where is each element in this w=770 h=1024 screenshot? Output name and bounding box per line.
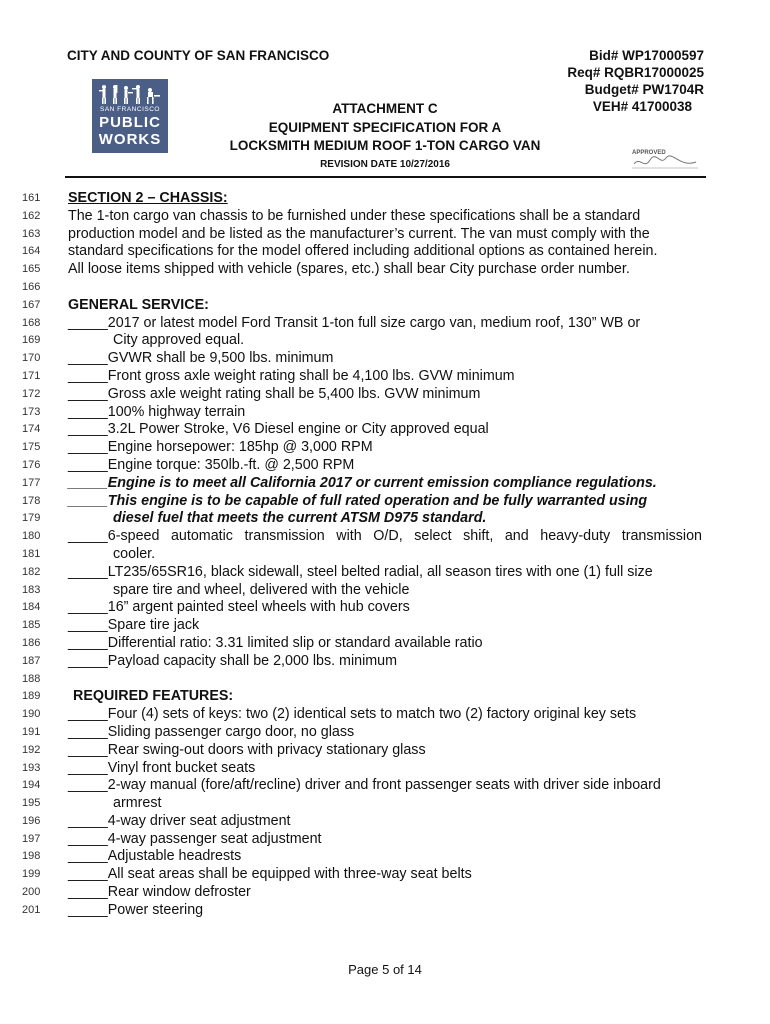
line-166 <box>0 279 770 297</box>
checklist-item: _____Adjustable headrests <box>68 848 242 865</box>
line-number: 188 <box>22 672 41 685</box>
line-number: 191 <box>22 725 41 738</box>
public-works-logo <box>92 79 168 153</box>
line-193 <box>0 760 770 778</box>
line-170 <box>0 350 770 368</box>
checklist-item: _____Engine horsepower: 185hp @ 3,000 RPM <box>68 439 373 456</box>
line-number: 185 <box>22 619 41 632</box>
checklist-item: _____Front gross axle weight rating shall be 4,100 lbs. GVW minimum <box>68 367 515 384</box>
line-194 <box>0 777 770 795</box>
line-number: 187 <box>22 654 41 667</box>
line-number: 192 <box>22 743 41 756</box>
line-number: 161 <box>22 192 41 204</box>
spec-lines <box>0 190 770 920</box>
line-186 <box>0 635 770 653</box>
bid-number: Bid# WP17000597 <box>589 48 704 63</box>
line-179 <box>0 510 770 528</box>
line-161 <box>0 190 770 208</box>
line-172 <box>0 386 770 404</box>
line-183 <box>0 582 770 600</box>
line-number: 195 <box>22 797 41 810</box>
checklist-item: _____Rear window defroster <box>68 884 251 901</box>
attachment-title: ATTACHMENT C <box>332 101 438 116</box>
checklist-item: _____GVWR shall be 9,500 lbs. minimum <box>68 350 334 367</box>
line-number: 166 <box>22 280 41 293</box>
checklist-item: _____4-way driver seat adjustment <box>68 812 291 829</box>
line-169 <box>0 332 770 350</box>
spec-title-line1: EQUIPMENT SPECIFICATION FOR A <box>268 120 502 135</box>
line-number: 193 <box>22 761 41 774</box>
revision-date: REVISION DATE 10/27/2016 <box>320 159 450 170</box>
line-173 <box>0 404 770 422</box>
budget-number: Budget# PW1704R <box>584 82 704 97</box>
line-197 <box>0 831 770 849</box>
checklist-item: _____Engine is to meet all California 2017 or current emission compliance regulations. <box>68 474 657 491</box>
line-number: 168 <box>22 316 41 329</box>
line-number: 186 <box>22 636 41 649</box>
checklist-item: _____4-way passenger seat adjustment <box>68 830 322 847</box>
checklist-item: _____Gross axle weight rating shall be 5,400 lbs. GVW minimum <box>68 385 481 402</box>
section-heading: SECTION 2 – CHASSIS: <box>68 190 228 206</box>
line-number: 167 <box>22 298 41 311</box>
line-number: 169 <box>22 334 41 347</box>
checklist-item: _____LT235/65SR16, black sidewall, steel belted radial, all season tires with one (1) full size <box>68 563 653 580</box>
checklist-item: _____Vinyl front bucket seats <box>68 759 256 776</box>
line-201 <box>0 902 770 920</box>
line-number: 201 <box>22 903 41 916</box>
line-198 <box>0 848 770 866</box>
line-number: 176 <box>22 458 41 471</box>
line-text: production model and be listed as the manufacturer’s current. The van must comply with the <box>68 225 650 242</box>
checklist-item: _____2-way manual (fore/aft/recline) driver and front passenger seats with driver side inboard <box>68 777 661 794</box>
line-162 <box>0 208 770 226</box>
line-number: 170 <box>22 352 41 365</box>
line-number: 189 <box>22 690 41 703</box>
line-number: 162 <box>22 209 41 222</box>
line-168 <box>0 315 770 333</box>
line-167 <box>0 297 770 315</box>
line-text: standard specifications for the model offered including additional options as contained herein. <box>68 243 658 260</box>
line-185 <box>0 617 770 635</box>
line-number: 181 <box>22 547 41 560</box>
line-number: 198 <box>22 850 41 863</box>
line-number: 183 <box>22 583 41 596</box>
line-190 <box>0 706 770 724</box>
line-178 <box>0 493 770 511</box>
line-number: 174 <box>22 423 41 436</box>
line-163 <box>0 226 770 244</box>
line-192 <box>0 742 770 760</box>
veh-number: VEH# 41700038 <box>592 99 692 114</box>
line-number: 200 <box>22 886 41 899</box>
line-text: The 1-ton cargo van chassis to be furnished under these specifications shall be a standard <box>68 207 641 224</box>
checklist-item: _____16” argent painted steel wheels with hub covers <box>68 599 410 616</box>
line-196 <box>0 813 770 831</box>
checklist-item: _____3.2L Power Stroke, V6 Diesel engine or City approved equal <box>68 421 489 438</box>
line-text: cooler. <box>113 545 156 562</box>
line-number: 184 <box>22 601 41 614</box>
logo-line-works: WORKS <box>98 131 162 148</box>
line-number: 182 <box>22 565 41 578</box>
line-number: 180 <box>22 530 41 543</box>
line-184 <box>0 599 770 617</box>
line-199 <box>0 866 770 884</box>
line-175 <box>0 439 770 457</box>
checklist-item: _____Power steering <box>68 901 204 918</box>
line-number: 190 <box>22 708 41 721</box>
line-number: 178 <box>22 494 41 507</box>
checklist-item: _____Payload capacity shall be 2,000 lbs. minimum <box>68 652 398 669</box>
signature-scribble <box>634 156 696 164</box>
line-164 <box>0 243 770 261</box>
line-text: armrest <box>113 795 162 812</box>
line-189 <box>0 688 770 706</box>
checklist-item: _____Rear swing-out doors with privacy stationary glass <box>68 741 426 758</box>
checklist-item: _____2017 or latest model Ford Transit 1-ton full size cargo van, medium roof, 130” WB or <box>68 314 641 331</box>
line-number: 194 <box>22 779 41 792</box>
line-195 <box>0 795 770 813</box>
checklist-item: _____Engine torque: 350lb.-ft. @ 2,500 RPM <box>68 456 355 473</box>
line-text: diesel fuel that meets the current ATSM D975 standard. <box>113 510 487 527</box>
line-number: 196 <box>22 814 41 827</box>
line-191 <box>0 724 770 742</box>
checklist-item: _____Four (4) sets of keys: two (2) identical sets to match two (2) factory original key sets <box>68 706 637 723</box>
line-number: 173 <box>22 405 41 418</box>
line-181 <box>0 546 770 564</box>
line-number: 177 <box>22 476 41 489</box>
line-174 <box>0 421 770 439</box>
line-171 <box>0 368 770 386</box>
line-text: All loose items shipped with vehicle (spares, etc.) shall bear City purchase order number. <box>68 261 630 278</box>
line-182 <box>0 564 770 582</box>
line-165 <box>0 261 770 279</box>
checklist-item: _____All seat areas shall be equipped with three-way seat belts <box>68 866 472 883</box>
line-188 <box>0 671 770 689</box>
checklist-item: _____6-speed automatic transmission with O/D, select shift, and heavy-duty transmission <box>68 528 702 545</box>
line-number: 163 <box>22 227 41 240</box>
line-number: 179 <box>22 512 41 525</box>
line-text: City approved equal. <box>113 332 245 349</box>
checklist-item: _____Spare tire jack <box>68 617 200 634</box>
logo-line-public: PUBLIC <box>99 114 161 131</box>
line-180 <box>0 528 770 546</box>
header-divider <box>65 176 706 178</box>
spec-title-line2: LOCKSMITH MEDIUM ROOF 1-TON CARGO VAN <box>229 138 541 153</box>
checklist-item: _____Sliding passenger cargo door, no glass <box>68 723 355 740</box>
reference-numbers <box>567 47 704 115</box>
agency-name: CITY AND COUNTY OF SAN FRANCISCO <box>67 48 330 63</box>
line-text: spare tire and wheel, delivered with the vehicle <box>113 581 410 598</box>
line-number: 175 <box>22 441 41 454</box>
approval-stamp <box>630 146 700 176</box>
line-200 <box>0 884 770 902</box>
line-number: 171 <box>22 369 41 382</box>
subsection-heading: REQUIRED FEATURES: <box>73 688 234 705</box>
subsection-heading: GENERAL SERVICE: <box>68 296 209 313</box>
line-187 <box>0 653 770 671</box>
line-176 <box>0 457 770 475</box>
page-number: Page 5 of 14 <box>348 962 422 977</box>
line-number: 197 <box>22 832 41 845</box>
workers-silhouette-icon <box>98 83 162 105</box>
checklist-item: _____This engine is to be capable of full rated operation and be fully warranted using <box>68 492 648 509</box>
req-number: Req# RQBR17000025 <box>567 65 704 80</box>
stamp-label: APPROVED <box>632 150 666 156</box>
checklist-item: _____Differential ratio: 3.31 limited slip or standard available ratio <box>68 634 483 651</box>
line-number: 199 <box>22 868 41 881</box>
line-number: 165 <box>22 263 41 276</box>
line-number: 164 <box>22 245 41 258</box>
checklist-item: _____100% highway terrain <box>68 403 246 420</box>
logo-subtitle: SAN FRANCISCO <box>100 106 160 113</box>
line-number: 172 <box>22 387 41 400</box>
line-177 <box>0 475 770 493</box>
